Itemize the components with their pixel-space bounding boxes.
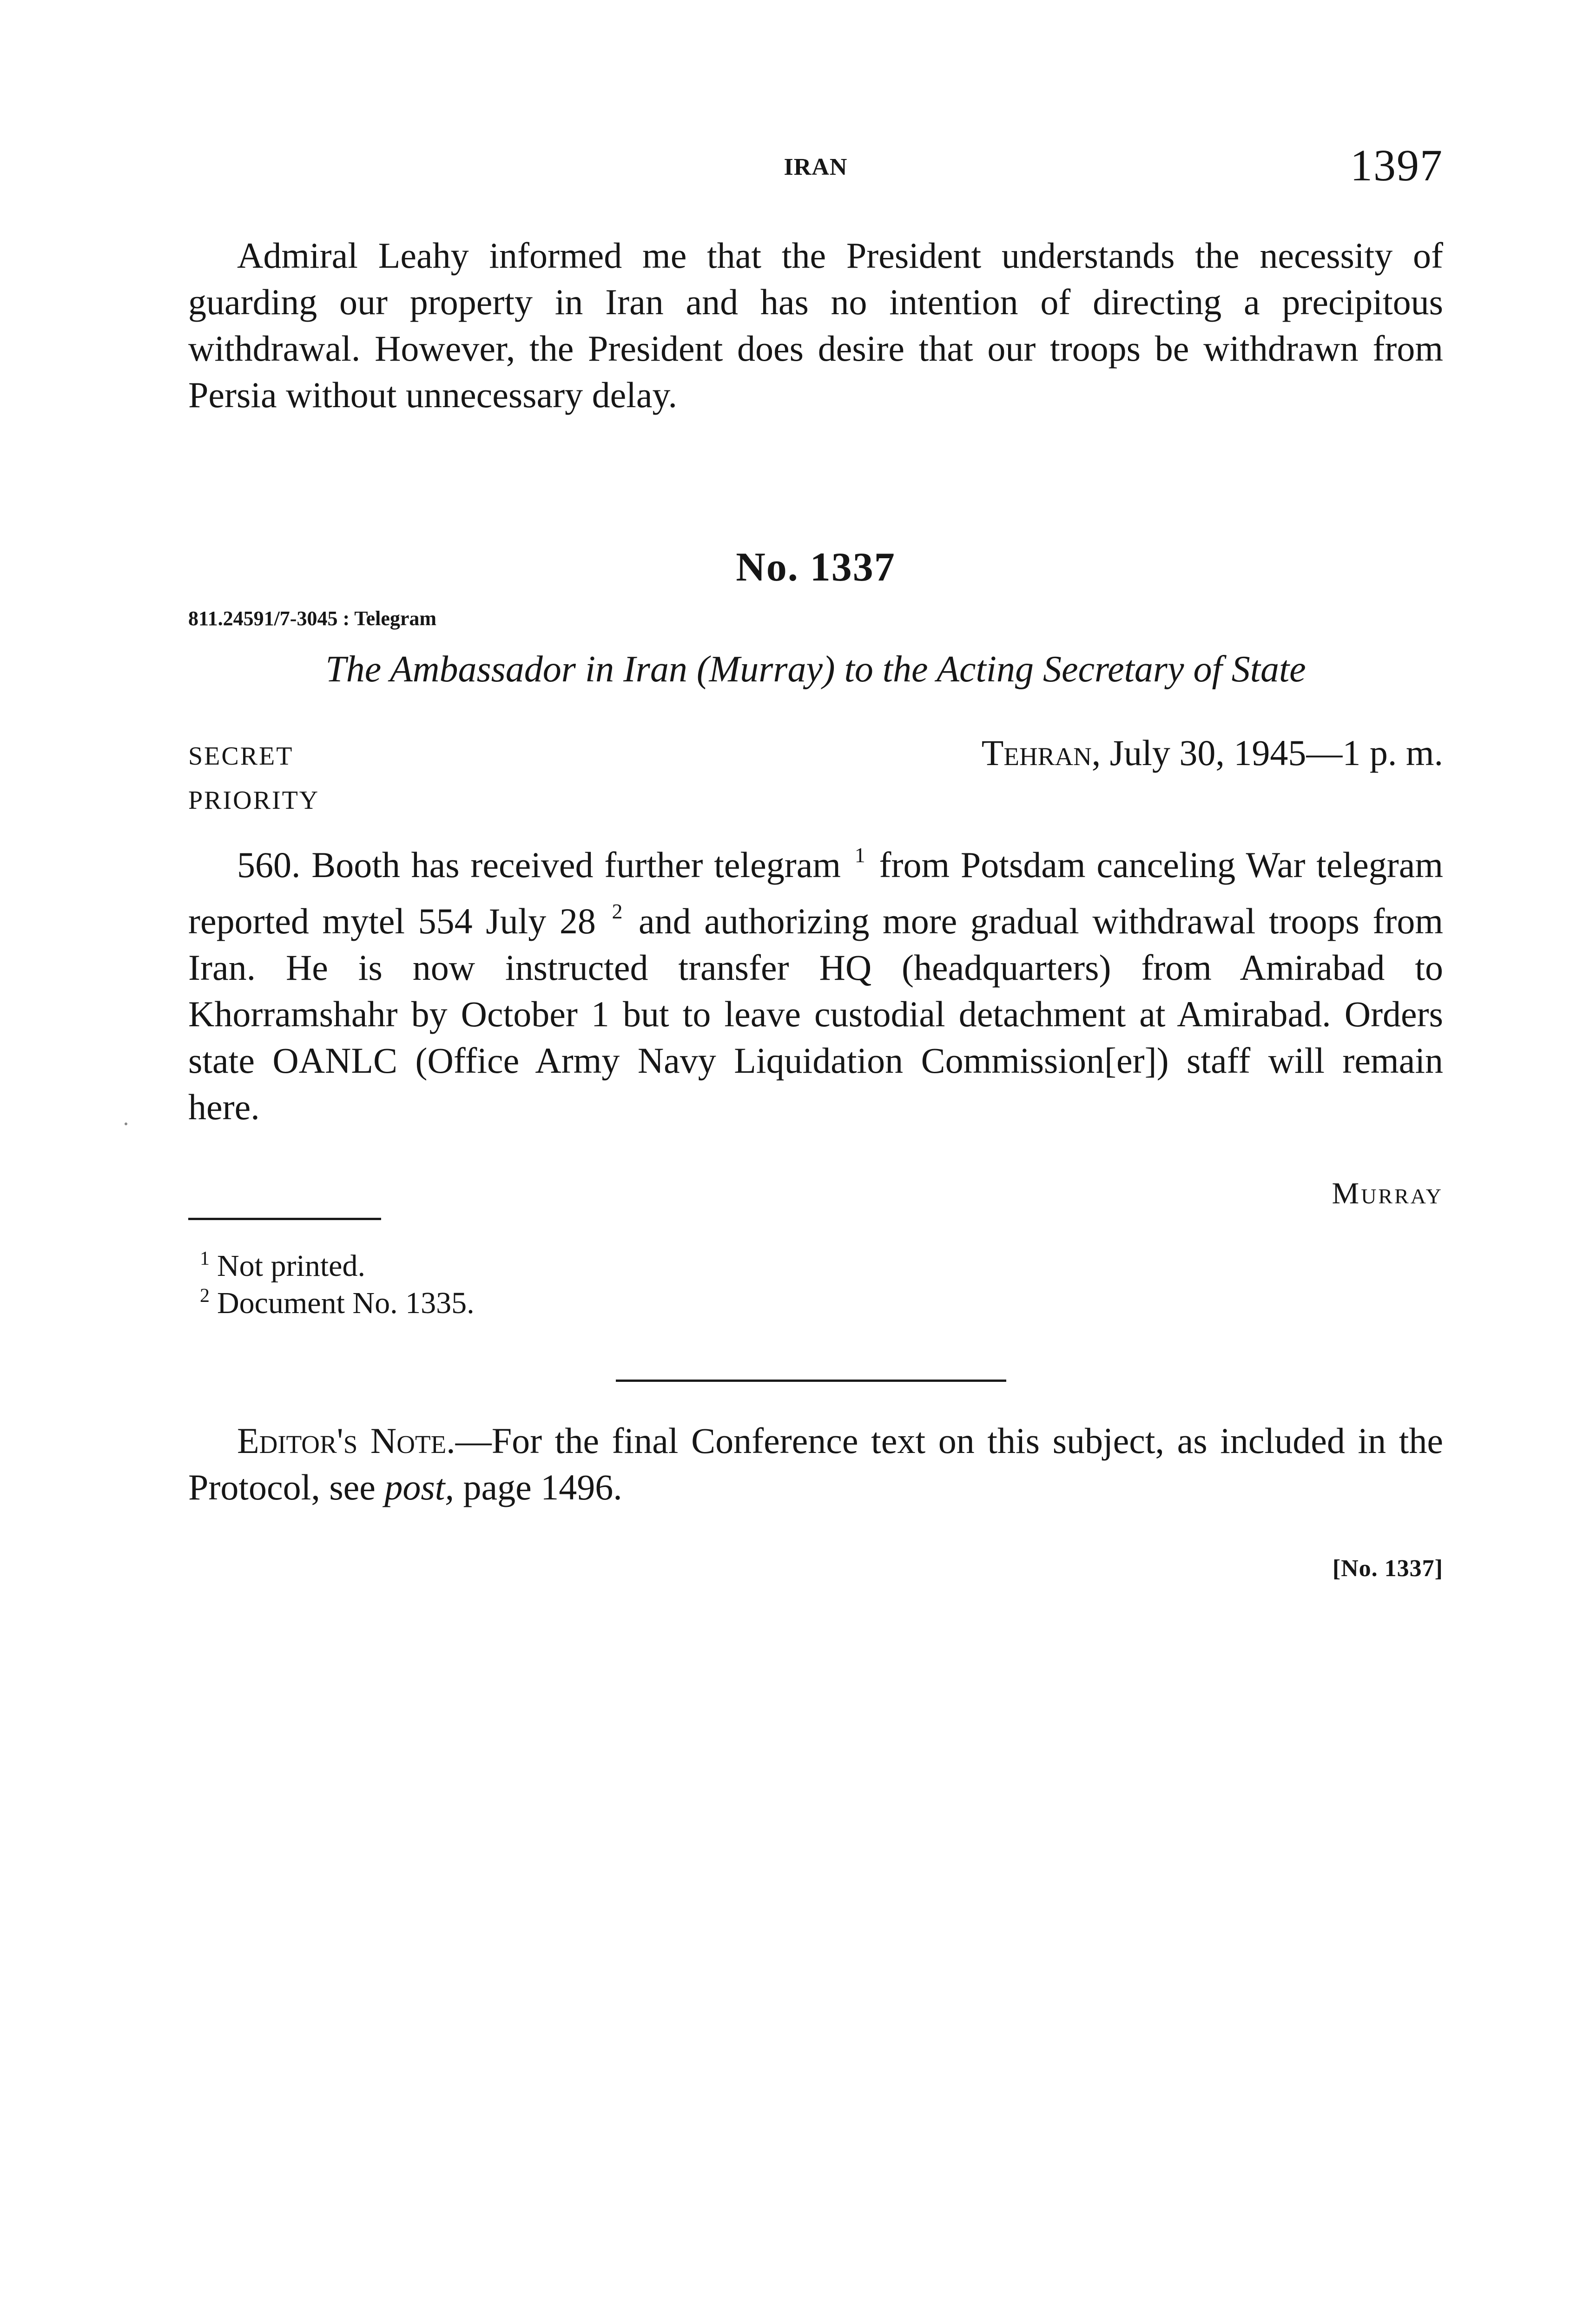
editor-note-label: Editor's Note. [237,1420,455,1461]
telegram-body-part-2: from Potsdam canceling War telegram reported mytel 554 July 28 [188,845,1444,941]
classification-priority: PRIORITY [188,786,320,815]
place: Tehran, [981,733,1101,773]
margin-mark [125,1122,127,1125]
footnote-text: Not printed. [217,1249,365,1283]
editor-note-text-1: —For the final Conference text on this subject, as included in the Protocol, see [188,1420,1443,1507]
intro-paragraph: Admiral Leahy informed me that the President understands the necessity of guarding our property in Iran and has no intention of directing a precipitous withdrawal. However, the President does desire that our troops be withdrawn from Persia without unnecessary delay. [188,235,1443,415]
telegram-body-part-1: 560. Booth has received further telegram [237,845,841,885]
footnote-text: Document No. 1335. [217,1286,475,1320]
page-number: 1397 [1350,140,1443,190]
date: July 30, 1945—1 p. m. [1109,733,1443,773]
footnote-ref-1: 1 [854,843,865,867]
file-reference: 811.24591/7-3045 : Telegram [188,607,437,630]
document-bracket-reference: [No. 1337] [1332,1555,1443,1582]
telegram-body [188,832,1443,1130]
editor-note-post: post, [384,1467,454,1507]
footnote-divider [188,1218,381,1220]
footnote-ref-2: 2 [612,899,623,923]
editor-note-text-2: page 1496. [463,1467,622,1507]
classification-secret: SECRET [188,742,294,771]
editor-note [188,1418,1443,1511]
footnote-mark: 1 [200,1248,210,1269]
running-head [188,139,1443,195]
section-divider [616,1380,1006,1382]
document-number: No. 1337 [736,545,896,590]
section-title: IRAN [784,154,848,180]
place-date-line [982,732,1443,774]
signature: Murray [1332,1176,1443,1210]
footnote-2 [200,1277,475,1322]
footnote-mark: 2 [200,1285,210,1307]
telegram-body-part-3: and authorizing more gradual withdrawal troops from Iran. He is now instructed transfer HQ (headquarters) from Amirabad to Khorramshahr by October 1 but to leave custodial detachment at Amirabad. Orders state OANLC (Office Army Navy Liquidation Commission[er]) staff will remain here. [188,901,1444,1127]
document-heading: The Ambassador in Iran (Murray) to the Acting Secretary of State [325,649,1306,690]
